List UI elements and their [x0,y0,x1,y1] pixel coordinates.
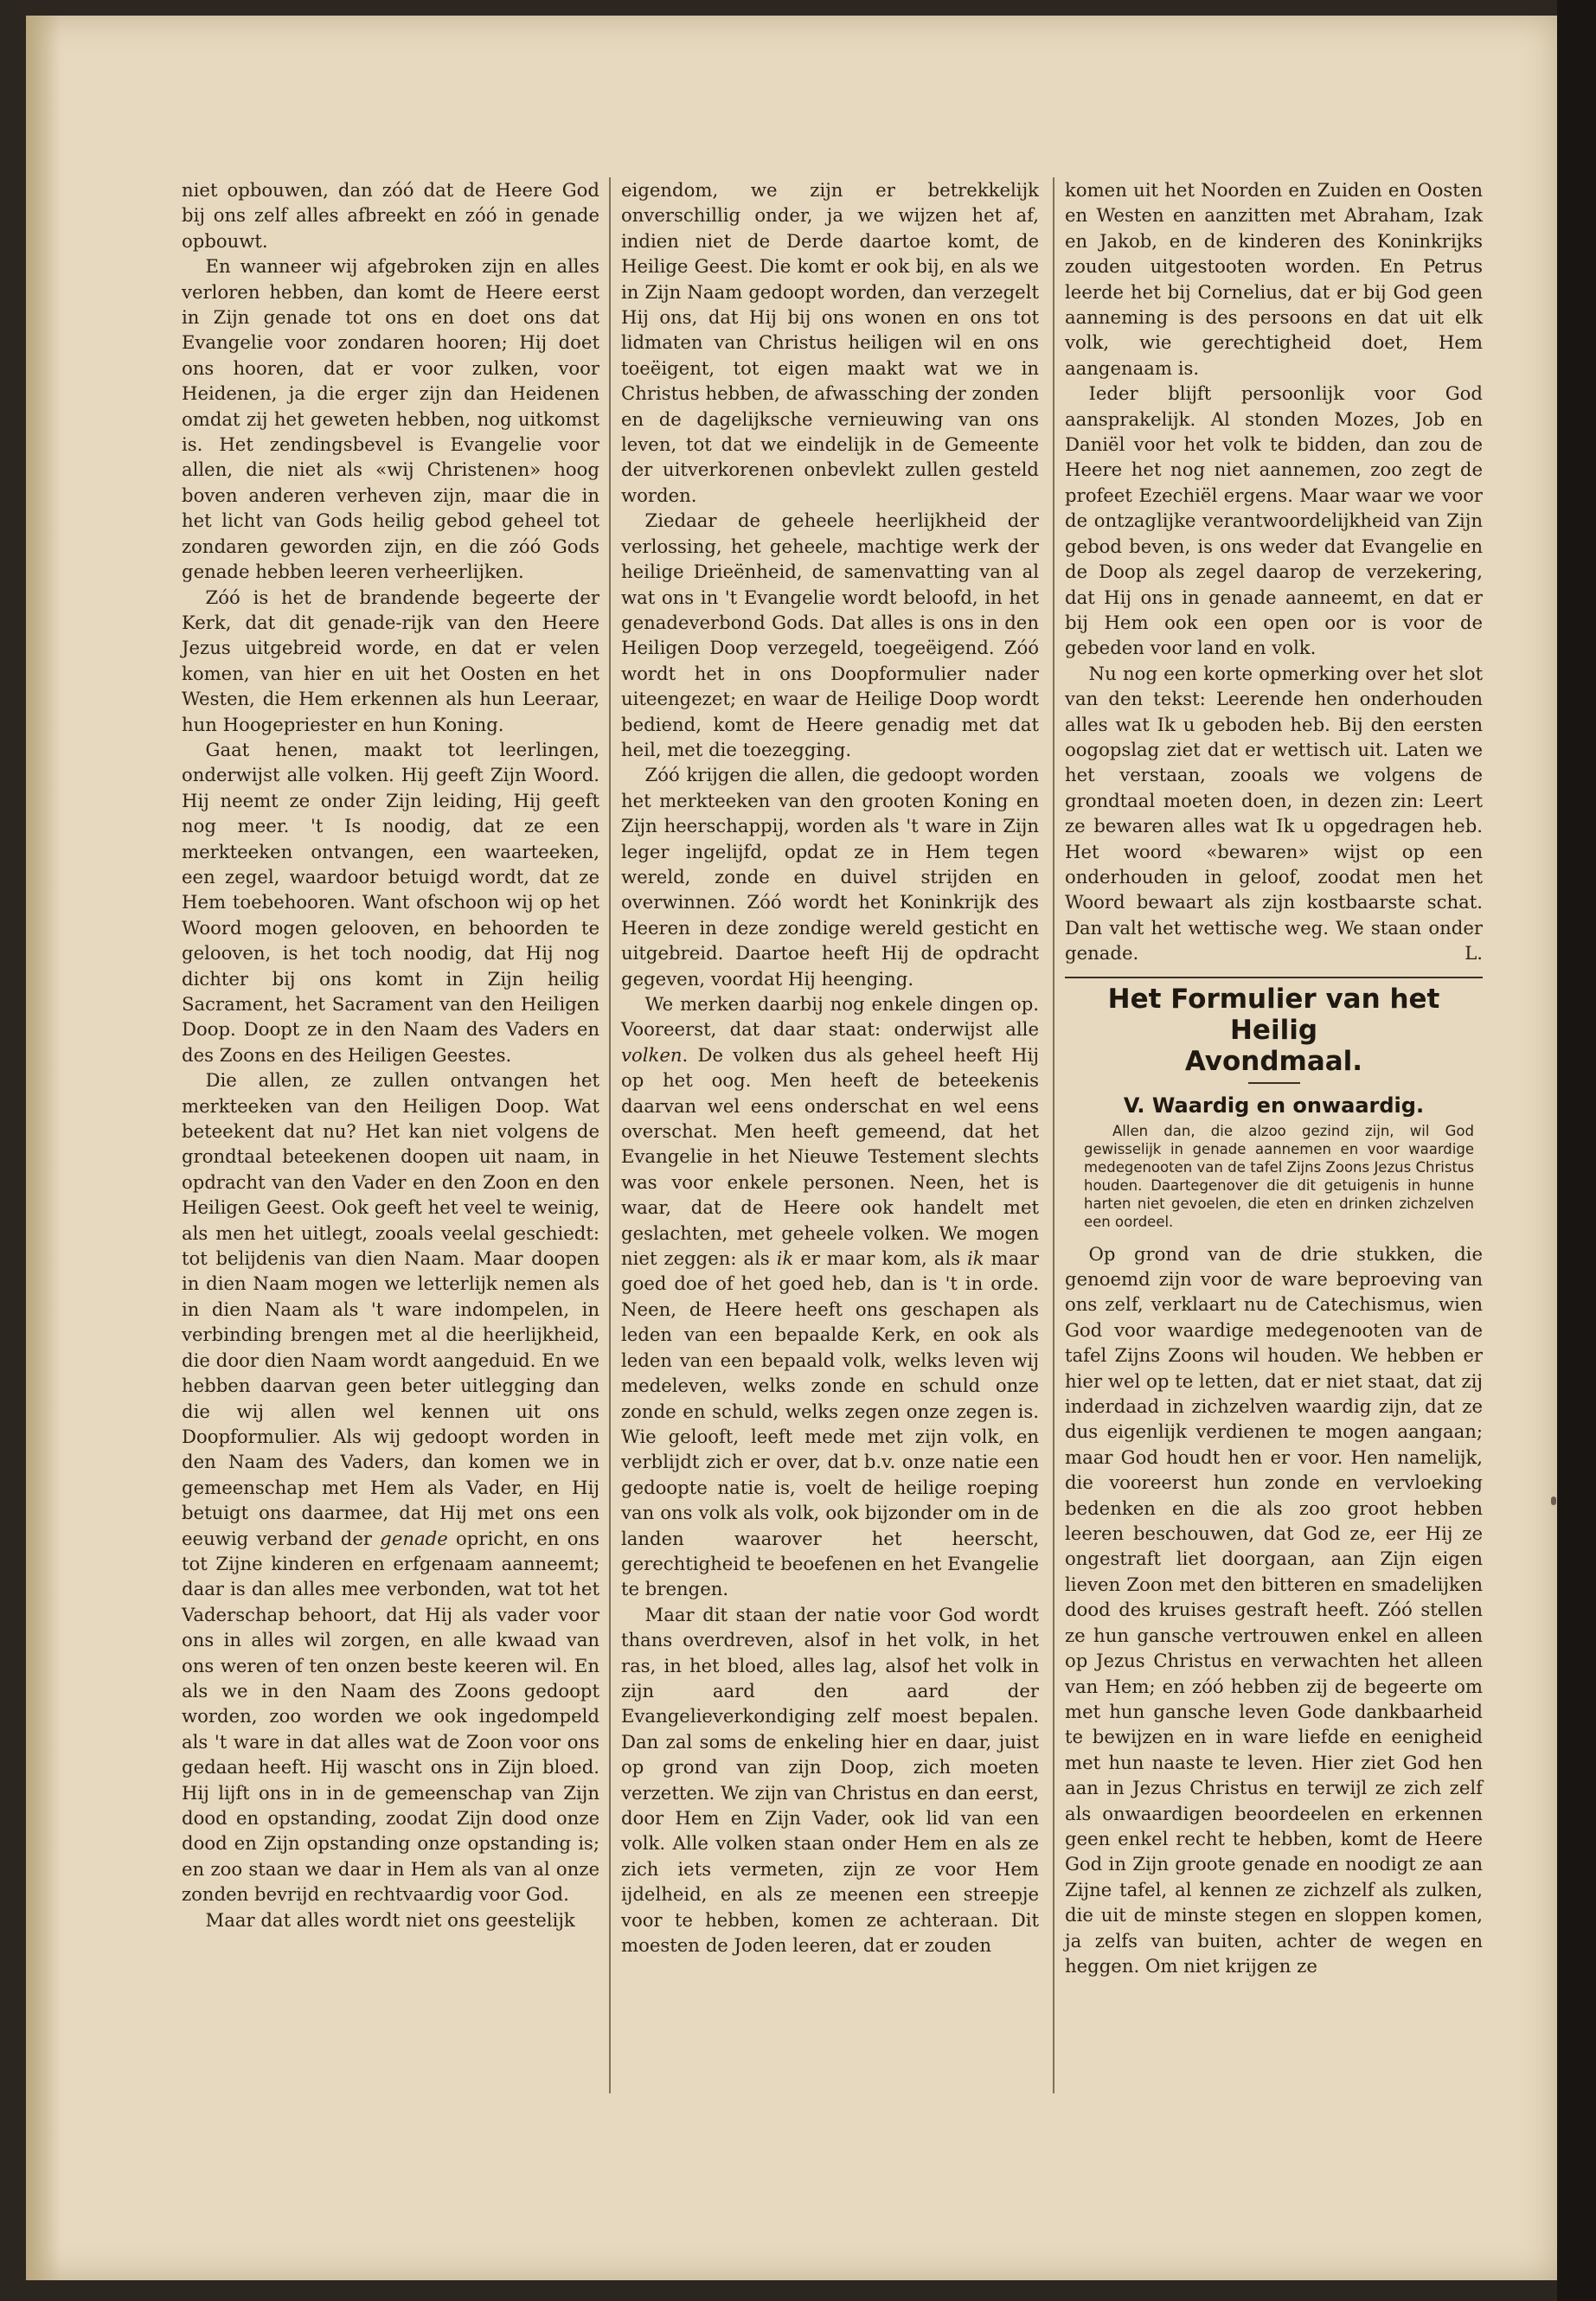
article-heading [1065,984,1483,1077]
paragraph: Ieder blijft persoonlijk voor God aansprakelijk. Al stonden Mozes, Job en Daniël voor het volk te bidden, dan zou de Heere het nog niet aannemen, zoo zegt de profeet Ezechiël ergens. Maar waar we voor de ontzaglijke verantwoordelijkheid van Zijn gebod beven, is ons weder dat Evangelie en de Doop als zegel daarop de verzekering, dat Hij ons in genade aanneemt, en dat er bij Hem ook een open oor is voor de gebeden voor land en volk. [1065,382,1483,659]
column-1 [182,177,599,1932]
heading-rule [1248,1082,1300,1084]
section-divider [1065,977,1483,978]
paragraph [1065,661,1483,966]
column-3 [1065,177,1483,1978]
text-run: Die allen, ze zullen ontvangen het merkteeken van den Heiligen Doop. Wat beteekent dat nu? Het kan niet volgens de grondtaal beteekenen doopen uit naam, in opdracht van den Vader en den Zoon en den Heiligen Geest. Ook geeft het veel te weinig, als men het uitlegt, zooals veelal geschiedt: tot belijdenis van dien Naam. Maar doopen in dien Naam mogen we letterlijk nemen als in dien Naam als 't ware indompelen, in verbinding brengen met al die heerlijkheid, die door dien Naam wordt aangeduid. En we hebben daarvan geen beter uitlegging dan die wij allen wel kennen uit ons Doopformulier. Als wij gedoopt worden in den Naam des Vaders, dan komen we in gemeenschap met Hem als Vader, en Hij betuigt ons daarmee, dat Hij met ons een eeuwig verband der [182,1069,599,1549]
column-2 [621,177,1039,1958]
scan-mark [1551,1497,1556,1505]
scan-border [1557,0,1596,2301]
quote-text: Allen dan, die alzoo gezind zijn, wil God gewisselijk in genade aannemen en voor waardige medegenooten van de tafel Zijns Zoons Jezus Christus houden. Daartegenover die dit getuigenis in hunne harten niet gevoelen, die eten en drinken zichzelven een oordeel. [1084,1122,1474,1230]
paragraph: Zóó is het de brandende begeerte der Kerk, dat dit genade-rijk van den Heere Jezus uitgebreid worde, en dat er velen komen, van hier en uit het Oosten en het Westen, die Hem erkennen als hun Leeraar, hun Hoogepriester en hun Koning. [182,586,599,735]
paragraph: komen uit het Noorden en Zuiden en Oosten en Westen en aanzitten met Abraham, Izak en Jakob, en de kinderen des Koninkrijks zouden uitgestooten worden. En Petrus leerde het bij Cornelius, dat er bij God geen aanneming is des persoons en dat uit elk volk, wie gerechtigheid doet, Hem aangenaam is. [1065,179,1483,379]
emphasis: genade [380,1527,448,1549]
column-divider [609,177,611,2093]
emphasis: volken [621,1043,683,1066]
heading-line: Avondmaal. [1184,1045,1363,1077]
emphasis: ik [776,1247,794,1270]
column-divider [1053,177,1054,2093]
heading-line: Het Formulier van het Heilig [1107,983,1440,1046]
paragraph: Maar dat alles wordt niet ons geestelijk [205,1908,575,1931]
text-run: opricht, en ons tot Zijne kinderen en erfgenaam aanneemt; daar is dan alles mee verbonden, wat tot het Vaderschap behoort, dat Hij als vader voor ons in alles wil zorgen, en alle kwaad van ons weren of ten onzen beste keeren wil. En als we in den Naam des Zoons gedoopt worden, zoo worden we ook ingedompeld als 't ware in dat alles wat de Zoon voor ons gedaan heeft. Hij wascht ons in Zijn bloed. Hij lijft ons in in de gemeenschap van Zijn dood en opstanding, zoodat Zijn dood onze dood en Zijn opstanding onze opstanding is; en zoo staan we daar in Hem als van al onze zonden bevrijd en rechtvaardig voor God. [182,1527,599,1906]
text-run: We merken daarbij nog enkele dingen op. Vooreerst, dat daar staat: onderwijst alle [621,993,1039,1041]
paragraph: Zóó krijgen die allen, die gedoopt worden het merkteeken van den grooten Koning en Zijn heerschappij, worden als 't ware in Zijn leger ingelijfd, opdat ze in Hem tegen wereld, zonde en duivel strijden en overwinnen. Zóó wordt het Koninkrijk des Heeren in deze zondige wereld gesticht en uitgebreid. Daartoe heeft Hij de opdracht gegeven, voordat Hij heenging. [621,764,1039,990]
paragraph: eigendom, we zijn er betrekkelijk onverschillig onder, ja we wijzen het af, indien niet de Derde daartoe komt, de Heilige Geest. Die komt er ook bij, en als we in Zijn Naam gedoopt worden, dan verzegelt Hij ons, dat Hij bij ons wonen en ons tot lidmaten van Christus heiligen wil en ons toeëigent, tot eigen maakt wat we in Christus hebben, de afwassching der zonden en de dagelijksche vernieuwing van ons leven, tot dat we eindelijk in de Gemeente der uitverkorenen onbevlekt zullen gesteld worden. [621,179,1039,506]
emphasis: ik [966,1247,984,1270]
text-run: er maar kom, als [793,1247,967,1270]
paragraph: Gaat henen, maakt tot leerlingen, onderwijst alle volken. Hij geeft Zijn Woord. Hij neemt ze onder Zijn leiding, Hij geeft nog meer. 't Is noodig, dat ze een merkteeken ontvangen, een waarteeken, een zegel, waardoor betuigd wordt, dat ze Hem toebehooren. Want ofschoon wij op het Woord mogen gelooven, en behoorden te gelooven, is het toch noodig, dat Hij nog dichter bij ons komt in Zijn heilig Sacrament, het Sacrament van den Heiligen Doop. Doopt ze in den Naam des Vaders en des Zoons en des Heiligen Geestes. [182,738,599,1066]
author-signature: L. [1465,942,1483,965]
article-subheading: V. Waardig en onwaardig. [1123,1093,1425,1118]
text-run: maar goed doe of het goed heb, dan is 't in orde. Neen, de Heere heeft ons geschapen als leden van een bepaalde Kerk, en ook als leden van een bepaald volk, welks leven wij medeleven, welks zonde en schuld onze zonde en schuld, welks zegen onze zegen is. Wie gelooft, leeft mede met zijn volk, en verblijdt zich er over, dat b.v. onze natie een gedoopte natie is, voelt de heilige roeping van ons volk als volk, ook bijzonder om in de landen waarover het heerscht, gerechtigheid te beoefenen en het Evangelie te brengen. [621,1247,1040,1600]
paragraph: Ziedaar de geheele heerlijkheid der verlossing, het geheele, machtige werk der heilige Drieënheid, de samenvatting van al wat ons in 't Evangelie wordt beloofd, in het genadeverbond Gods. Dat alles is ons in den Heiligen Doop verzegeld, toegeëigend. Zóó wordt het in ons Doopformulier nader uiteengezet; en waar de Heilige Doop wordt bediend, komt de Heere genadig met dat heil, met die toezegging. [621,510,1039,760]
paragraph: Maar dit staan der natie voor God wordt thans overdreven, alsof in het volk, in het ras, in het bloed, alles lag, alsof het volk in zijn aard den aard der Evangelieverkondiging zelf moest bepalen. Dan zal soms de enkeling hier en daar, juist op grond van zijn Doop, zich moeten verzetten. We zijn van Christus en dan eerst, door Hem en Zijn Vader, ook lid van een volk. Alle volken staan onder Hem en als ze zich iets vermeten, zijn ze voor Hem ijdelheid, en als ze meenen een streepje voor te hebben, komen ze achteraan. Dit moesten de Joden leeren, dat er zouden [621,1603,1039,1957]
paragraph [621,991,1039,1602]
paragraph: niet opbouwen, dan zóó dat de Heere God bij ons zelf alles afbreekt en zóó in genade opbouwt. [182,179,599,252]
text-run: . De volken dus als geheel heeft Hij op het oog. Men heeft de beteekenis daarvan wel eens onderschat en wel eens overschat. Men heeft gemeend, dat het Evangelie in het Nieuwe Testement slechts was voor enkele personen. Neen, het is waar, dat de Heere ook handelt met geslachten, met geheele volken. We mogen niet zeggen: als [621,1043,1039,1270]
paragraph [182,1067,599,1907]
paragraph: Op grond van de drie stukken, die genoemd zijn voor de ware beproeving van ons zelf, verklaart nu de Catechismus, wien God voor waardige medegenooten van de tafel Zijns Zoons wil houden. We hebben er hier wel op te letten, dat er niet staat, dat zij inderdaad in zichzelven waardig zijn, dat ze dus eigenlijk verdienen te mogen aangaan; maar God houdt hen er voor. Hen namelijk, die vooreerst hun zonde en vervloeking bedenken en die als zoo groot hebben leeren beschouwen, dat God ze, eer Hij ze ongestraft liet doorgaan, aan Zijn eigen lieven Zoon met den bitteren en smadelijken dood des kruises gestraft heeft. Zóó stellen ze hun gansche vertrouwen enkel en alleen op Jezus Christus en verwachten het alleen van Hem; en zóó hebben zij de begeerte om met hun gansche leven Gode dankbaarheid te bewijzen en in ware liefde en eenigheid met hun naaste te leven. Hier ziet God hen aan in Jezus Christus en terwijl ze zich zelf als onwaardigen beoordeelen en erkennen geen enkel recht te hebben, komt de Heere God in Zijn groote genade en noodigt ze aan Zijne tafel, al kennen ze zichzelf als zulken, die uit de minste stegen en sloppen komen, ja zelfs van buiten, achter de wegen en heggen. Om niet krijgen ze [1065,1242,1483,1977]
paragraph: En wanneer wij afgebroken zijn en alles verloren hebben, dan komt de Heere eerst in Zijn genade tot ons en doet ons dat Evangelie voor zondaren hooren; Hij doet ons hooren, dat er voor zulken, voor Heidenen, ja die erger zijn dan Heidenen omdat zij het geweten hebben, nog uitkomst is. Het zendingsbevel is Evangelie voor allen, die niet als «wij Christenen» hoog boven anderen verheven zijn, maar die in het licht van Gods heilig gebod geheel tot zondaren geworden zijn, en die zóó Gods genade hebben leeren verheerlijken. [182,255,599,583]
formulary-quote [1084,1122,1474,1231]
text-run: Nu nog een korte opmerking over het slot van den tekst: Leerende hen onderhouden alles wat Ik u geboden heb. Bij den eersten oogopslag ziet dat er wettisch uit. Laten we het verstaan, zooals we volgens de grondtaal moeten doen, in dezen zin: Leert ze bewaren alles wat Ik u opgedragen heb. Het woord «bewaren» wijst op een onderhouden in geloof, zoodat men het Woord bewaart als zijn kostbaarste schat. Dan valt het wettische weg. We staan onder genade. [1065,662,1483,965]
